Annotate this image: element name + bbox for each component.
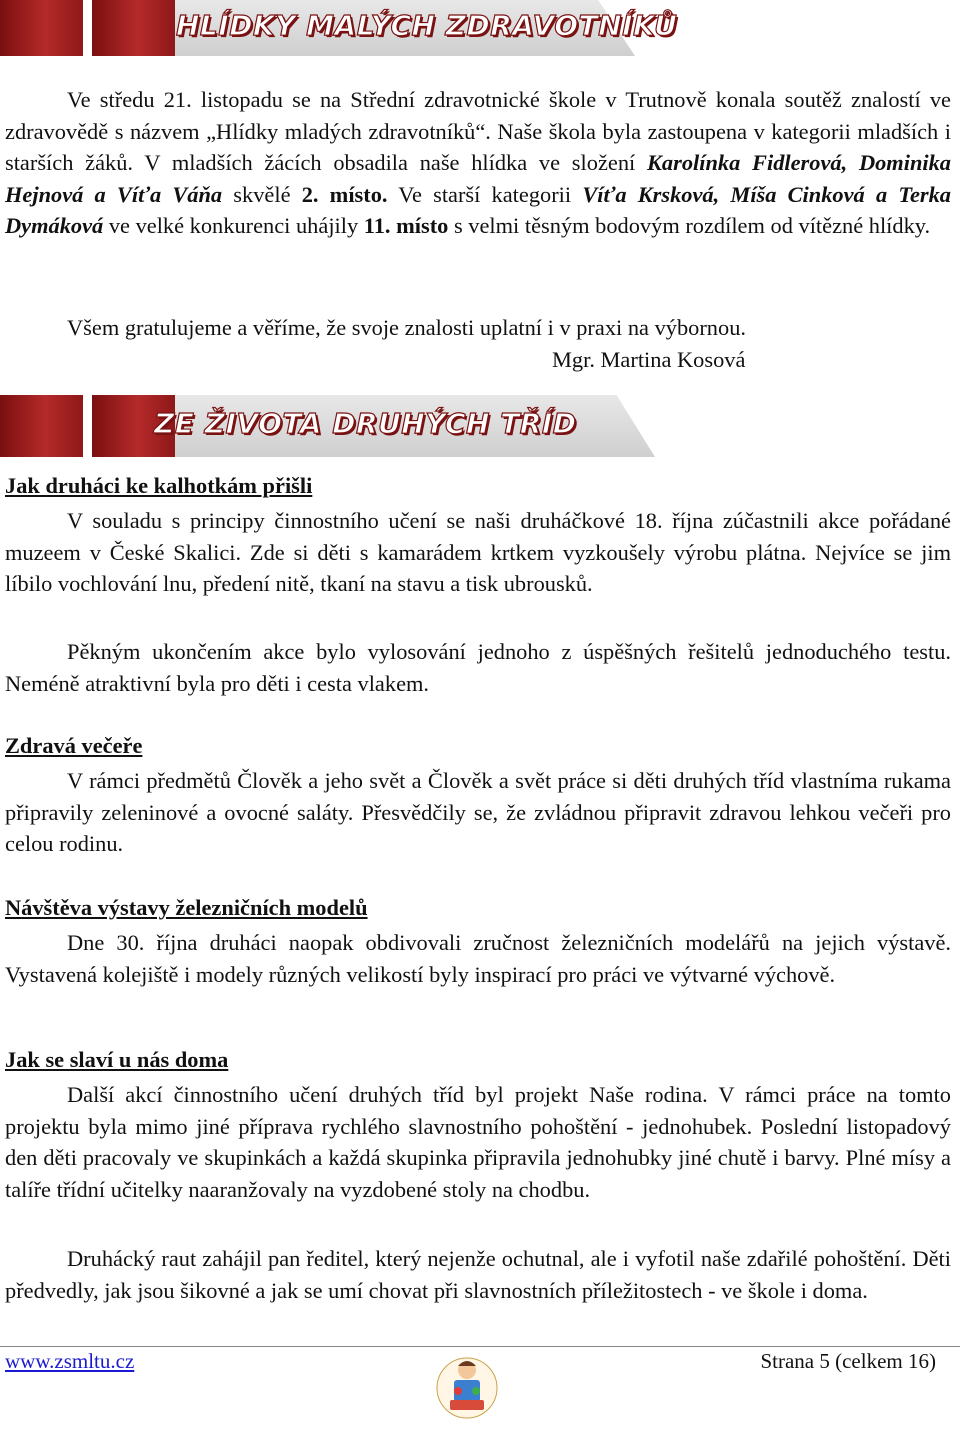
section-banner-hlidky <box>0 0 960 56</box>
section-heading: Návštěva výstavy železničních modelů <box>5 895 368 920</box>
author-signature: Mgr. Martina Kosová <box>552 347 746 372</box>
website-link[interactable]: www.zsmltu.cz <box>5 1349 135 1373</box>
section-paragraph: V souladu s principy činnostního učení se naši druháčkové 18. října zúčastnili akce pořádané muzeem v České Skalici. Zde si děti s kamarádem krtkem vyzkoušely výrobu plátna. Nejvíce se jim líbilo vochlování lnu, předení nitě, tkaní na stavu a tisk ubrousků. <box>5 508 951 597</box>
banner-block-left <box>0 395 83 457</box>
banner-title: ZE ŽIVOTA DRUHÝCH TŘÍD <box>154 407 577 440</box>
section-paragraph: V rámci předmětů Člověk a jeho svět a Člověk a svět práce si děti druhých tříd vlastníma rukama připravily zeleninové a ovocné saláty. Přesvědčily se, že zvládnou připravit zdravou lehkou večeři pro celou rodinu. <box>5 768 951 857</box>
section-paragraph: Pěkným ukončením akce bylo vylosování jednoho z úspěšných řešitelů jednoduchého testu. Neméně atraktivní byla pro děti i cesta vlakem. <box>5 639 951 696</box>
section-heading: Jak druháci ke kalhotkám přišli <box>5 473 313 498</box>
section-banner-druhe-tridy <box>0 395 960 457</box>
section-paragraph: Dne 30. října druháci naopak obdivovali zručnost železničních modelářů na jejich výstavě. Vystavená kolejiště i modely různých velikostí byly inspirací pro práci ve výtvarné výchově. <box>5 930 951 987</box>
page-number: Strana 5 (celkem 16) <box>760 1349 936 1373</box>
section-paragraph: Další akcí činnostního učení druhých tříd byl projekt Naše rodina. V rámci práce na tomto projektu byla mimo jiné příprava rychlého slavnostního pohoštění - jednohubek. Poslední listopadový den děti pracovaly ve skupinkách a každá skupinka připravila jednohubky jiné chutě i barvy. Plné mísy a talíře třídní učitelky naaranžovaly na vyzdobené stoly na chodbu. <box>5 1082 951 1202</box>
footer-divider <box>0 1346 960 1347</box>
section-heading: Zdravá večeře <box>5 733 143 758</box>
section-heading: Jak se slaví u nás doma <box>5 1047 229 1072</box>
article-paragraph: Ve středu 21. listopadu se na Střední zdravotnické škole v Trutnově konala soutěž znalostí ve zdravovědě s názvem „Hlídky mladých zdravotníků“. Naše škola byla zastoupena v kategorii mladších i starších žáků. V mladších žácích obsadila naše hlídka ve složení Karolínka Fidlerová, Dominika Hejnová a Víťa Váňa skvělé 2. místo. Ve starší kategorii Víťa Krsková, Míša Cinková a Terka Dymáková ve velké konkurenci uhájily 11. místo s velmi těsným bodovým rozdílem od vítězné hlídky. <box>5 87 952 239</box>
banner-block-left <box>0 0 83 56</box>
school-logo-icon <box>428 1348 506 1424</box>
banner-block-right <box>92 0 175 56</box>
section-paragraph: Druhácký raut zahájil pan ředitel, který nejenže ochutnal, ale i vyfotil naše zdařilé pohoštění. Děti předvedly, jak jsou šikovné a jak se umí chovat při slavnostních příležitostech - ve škole i doma. <box>5 1246 951 1303</box>
banner-title: HLÍDKY MALÝCH ZDRAVOTNÍKŮ <box>176 9 678 42</box>
article-paragraph: Všem gratulujeme a věříme, že svoje znalosti uplatní i v praxi na výbornou. <box>67 315 746 340</box>
